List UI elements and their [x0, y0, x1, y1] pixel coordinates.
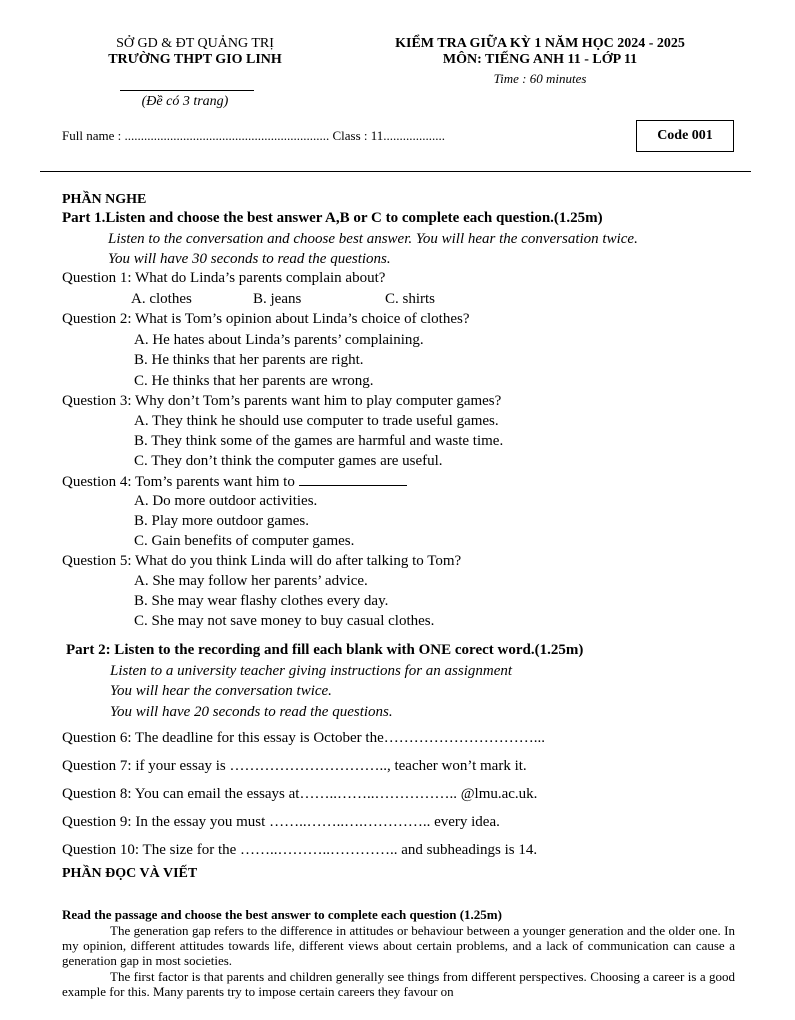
q1-option-a: A. clothes	[131, 291, 192, 307]
q5-option-b: B. She may wear flashy clothes every day.	[134, 593, 389, 609]
pages-note: (Đề có 3 trang)	[141, 94, 229, 109]
exam-code-box: Code 001	[636, 120, 734, 152]
question-10: Question 10: The size for the ……..………..………….. and subheadings is 14.	[62, 842, 538, 858]
question-4	[62, 473, 407, 491]
q3-option-c: C. They don’t think the computer games are useful.	[134, 453, 443, 469]
question-8: Question 8: You can email the essays at……..……..…………….. @lmu.ac.uk.	[62, 786, 538, 802]
question-1: Question 1: What do Linda’s parents complain about?	[62, 270, 386, 286]
question-7: Question 7: if your essay is ………………………….., teacher won’t mark it.	[62, 758, 527, 774]
exam-time: Time : 60 minutes	[493, 71, 587, 86]
part1-instruction-1: Listen to the conversation and choose best answer. You will hear the conversation twice.	[108, 231, 638, 247]
q1-option-b: B. jeans	[253, 291, 302, 307]
q2-option-a: A. He hates about Linda’s parents’ complaining.	[134, 332, 424, 348]
department-name: SỞ GD & ĐT QUẢNG TRỊ	[116, 36, 274, 51]
passage-paragraph-1: The generation gap refers to the difference in attitudes or behaviour between a younger generation and the older one. In my opinion, different attitudes towards life, different views about certain problems, and a lack of communication can cause a generation gap in most societies.	[62, 923, 735, 969]
part2-instruction-3: You will have 20 seconds to read the questions.	[110, 704, 393, 720]
header-divider	[120, 90, 254, 91]
question-9: Question 9: In the essay you must ……..……..….………….. every idea.	[62, 814, 500, 830]
part2-instruction-1: Listen to a university teacher giving instructions for an assignment	[110, 663, 513, 679]
answer-blank	[299, 473, 407, 486]
q2-option-b: B. He thinks that her parents are right.	[134, 352, 364, 368]
section-title-listening: PHẦN NGHE	[62, 192, 147, 207]
exam-title: KIỂM TRA GIỮA KỲ 1 NĂM HỌC 2024 - 2025	[395, 36, 685, 51]
question-4-text: Question 4: Tom’s parents want him to	[62, 474, 295, 490]
q5-option-a: A. She may follow her parents’ advice.	[134, 573, 368, 589]
q3-option-b: B. They think some of the games are harmful and waste time.	[134, 433, 504, 449]
q4-option-b: B. Play more outdoor games.	[134, 513, 309, 529]
question-2: Question 2: What is Tom’s opinion about Linda’s choice of clothes?	[62, 311, 470, 327]
q1-option-c: C. shirts	[385, 291, 436, 307]
question-3: Question 3: Why don’t Tom’s parents want him to play computer games?	[62, 393, 502, 409]
question-5: Question 5: What do you think Linda will do after talking to Tom?	[62, 553, 462, 569]
header-rule	[40, 171, 751, 172]
part2-instruction-2: You will hear the conversation twice.	[110, 683, 332, 699]
section-title-reading: PHẦN ĐỌC VÀ VIẾT	[62, 866, 198, 881]
passage-paragraph-2: The first factor is that parents and children generally see things from different perspectives. Choosing a career is a good example for this. Many parents try to impose certain careers they favour on	[62, 968, 735, 999]
reading-task-title: Read the passage and choose the best answer to complete each question (1.25m)	[62, 907, 502, 922]
question-6: Question 6: The deadline for this essay is October the…………………………...	[62, 730, 545, 746]
q5-option-c: C. She may not save money to buy casual clothes.	[134, 613, 435, 629]
reading-passage	[62, 923, 735, 999]
part2-title: Part 2: Listen to the recording and fill each blank with ONE corect word.(1.25m)	[66, 642, 584, 658]
fullname-class-line: Full name : ............................................................... Class : 11...................	[62, 128, 446, 143]
q3-option-a: A. They think he should use computer to trade useful games.	[134, 413, 499, 429]
q2-option-c: C. He thinks that her parents are wrong.	[134, 373, 374, 389]
part1-instruction-2: You will have 30 seconds to read the questions.	[108, 251, 391, 267]
part1-title: Part 1.Listen and choose the best answer A,B or C to complete each question.(1.25m)	[62, 210, 603, 226]
q4-option-a: A. Do more outdoor activities.	[134, 493, 318, 509]
q4-option-c: C. Gain benefits of computer games.	[134, 533, 355, 549]
school-name: TRƯỜNG THPT GIO LINH	[108, 52, 282, 67]
subject-title: MÔN: TIẾNG ANH 11 - LỚP 11	[442, 52, 638, 67]
